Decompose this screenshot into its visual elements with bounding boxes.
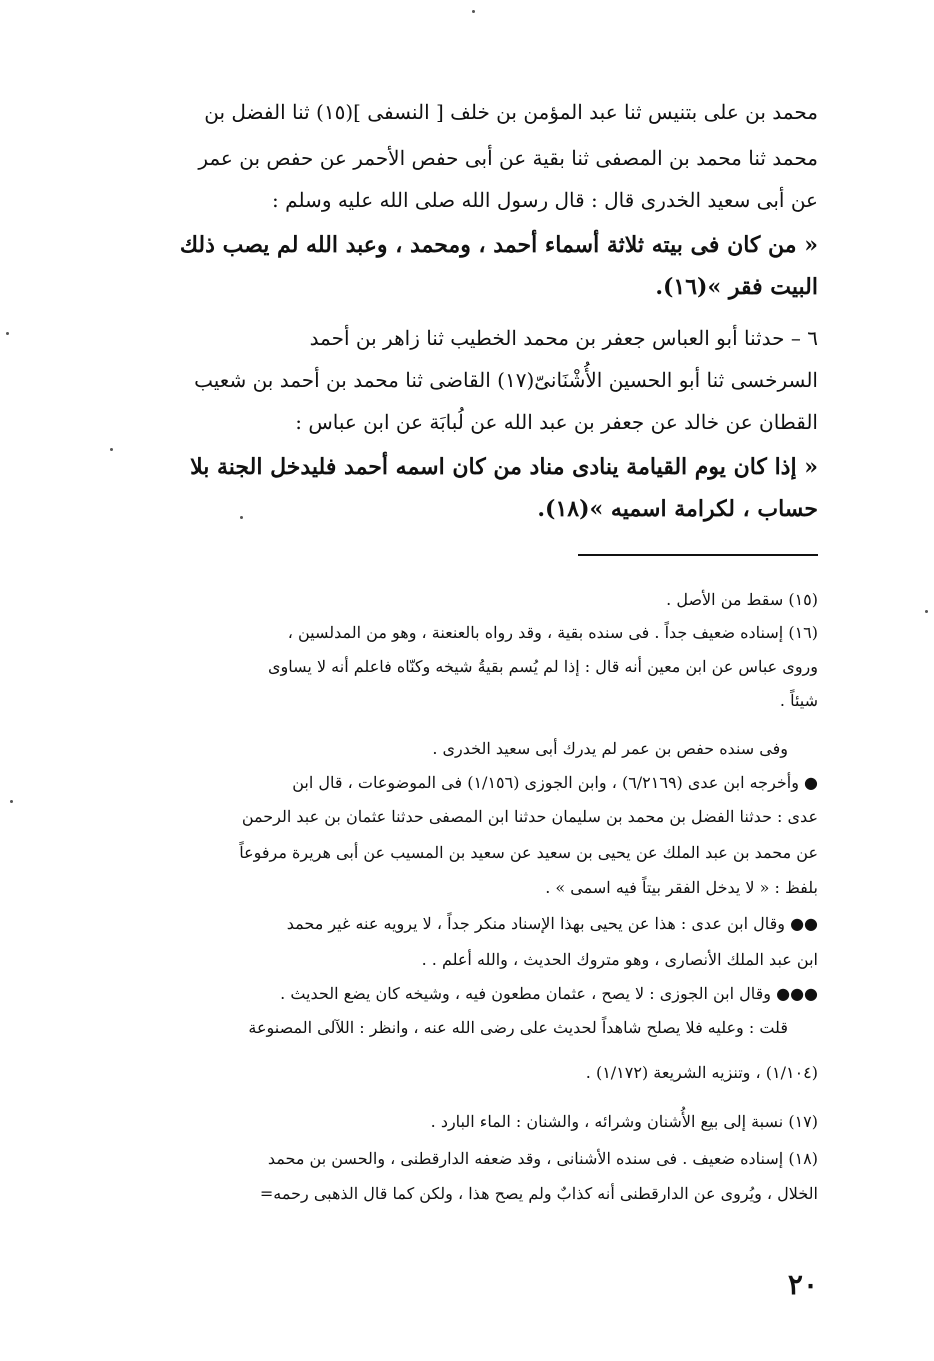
footnote-16-line-1: (١٦) إسناده ضعيف جداً . فى سنده بقية ، وقد رواه بالعنعنة ، وهو من المدلسين ، bbox=[287, 623, 818, 642]
body-line-2: محمد ثنا محمد بن المصفى ثنا بقية عن أبى حفص الأحمر عن حفص بن عمر bbox=[198, 146, 818, 170]
footnote-16-line-7: عن محمد بن عبد الملك عن يحيى بن سعيد عن سعيد بن المسيب عن أبى هريرة مرفوعاً bbox=[239, 843, 818, 862]
scan-speck bbox=[110, 448, 113, 451]
footnote-16-line-9: ●● وقال ابن عدى : هذا عن يحيى بهذا الإسناد منكر جداً ، لا يرويه عنه غير محمد bbox=[286, 914, 818, 933]
footnote-separator bbox=[578, 554, 818, 556]
scan-speck bbox=[6, 332, 9, 335]
body-line-8: القطان عن خالد عن جعفر بن عبد الله عن لُبابَة عن ابن عباس : bbox=[295, 410, 818, 434]
footnote-16-line-2: وروى عباس عن ابن معين أنه قال : إذا لم يُسم بقيةُ شيخه وكنّاه فاعلم أنه لا يساوى bbox=[268, 657, 818, 676]
scan-speck bbox=[472, 10, 475, 13]
footnote-18-line-2: الخلال ، ويُروى عن الدارقطنى أنه كذابٌ ولم يصح هذا ، ولكن كما قال الذهبى رحمه= bbox=[259, 1184, 818, 1203]
footnote-16-line-6: عدى : حدثنا الفضل بن محمد بن سليمان حدثنا ابن المصفى حدثنا عثمان بن عبد الرحمن bbox=[241, 807, 818, 826]
footnote-15: (١٥) سقط من الأصل . bbox=[666, 590, 818, 609]
footnote-16-line-13: (١/١٠٤) ، وتنزيه الشريعة (١/١٧٢) . bbox=[585, 1063, 818, 1082]
scan-speck bbox=[240, 516, 243, 519]
hadith-quote-2-line-1: « إذا كان يوم القيامة ينادى مناد من كان اسمه أحمد فليدخل الجنة بلا bbox=[190, 454, 818, 480]
body-line-3: عن أبى سعيد الخدرى قال : قال رسول الله صلى الله عليه وسلم : bbox=[272, 188, 818, 212]
footnote-16-line-5: ● وأخرجه ابن عدى (٦/٢١٦٩) ، وابن الجوزى (١/١٥٦) فى الموضوعات ، قال ابن bbox=[292, 773, 818, 792]
footnote-18-line-1: (١٨) إسناده ضعيف . فى سنده الأشنانى ، وقد ضعفه الدارقطنى ، والحسن بن محمد bbox=[267, 1149, 818, 1168]
footnote-16-line-11: ●●● وقال ابن الجوزى : لا يصح ، عثمان مطعون فيه ، وشيخه كان يضع الحديث . bbox=[280, 984, 818, 1003]
hadith-quote-1-line-2: البيت فقر »(١٦). bbox=[655, 274, 818, 300]
scan-speck bbox=[10, 800, 13, 803]
body-line-1: محمد بن على بتنيس ثنا عبد المؤمن بن خلف [ النسفى ](١٥) ثنا الفضل بن bbox=[204, 100, 818, 124]
hadith-quote-2-line-2: حساب ، لكرامة اسميه »(١٨). bbox=[537, 496, 818, 522]
footnote-16-line-10: ابن عبد الملك الأنصارى ، وهو متروك الحديث ، والله أعلم . . bbox=[421, 950, 818, 969]
page-number: ٢٠ bbox=[787, 1268, 818, 1301]
hadith-quote-1-line-1: « من كان فى بيته ثلاثة أسماء أحمد ، ومحمد ، وعبد الله لم يصب ذلك bbox=[179, 232, 818, 258]
footnote-16-line-4: وفى سنده حفص بن عمر لم يدرك أبى سعيد الخدرى . bbox=[432, 739, 788, 758]
scan-speck bbox=[925, 610, 928, 613]
footnote-17: (١٧) نسبة إلى بيع الأُشنان وشرائه ، والشنان : الماء البارد . bbox=[430, 1112, 818, 1131]
footnote-16-line-12: قلت : وعليه فلا يصلح شاهداً لحديث على رضى الله عنه ، وانظر : اللآلى المصنوعة bbox=[248, 1018, 788, 1037]
body-line-6: ٦ – حدثنا أبو العباس جعفر بن محمد الخطيب ثنا زاهر بن أحمد bbox=[309, 326, 818, 350]
body-line-7: السرخسى ثنا أبو الحسين الأُشْنَانىّ(١٧) القاضى ثنا محمد بن أحمد بن شعيب bbox=[194, 368, 818, 392]
footnote-16-line-8: بلفظ : « لا يدخل الفقر بيتاً فيه اسمى » . bbox=[545, 878, 818, 897]
footnote-16-line-3: شيئاً . bbox=[779, 691, 818, 710]
